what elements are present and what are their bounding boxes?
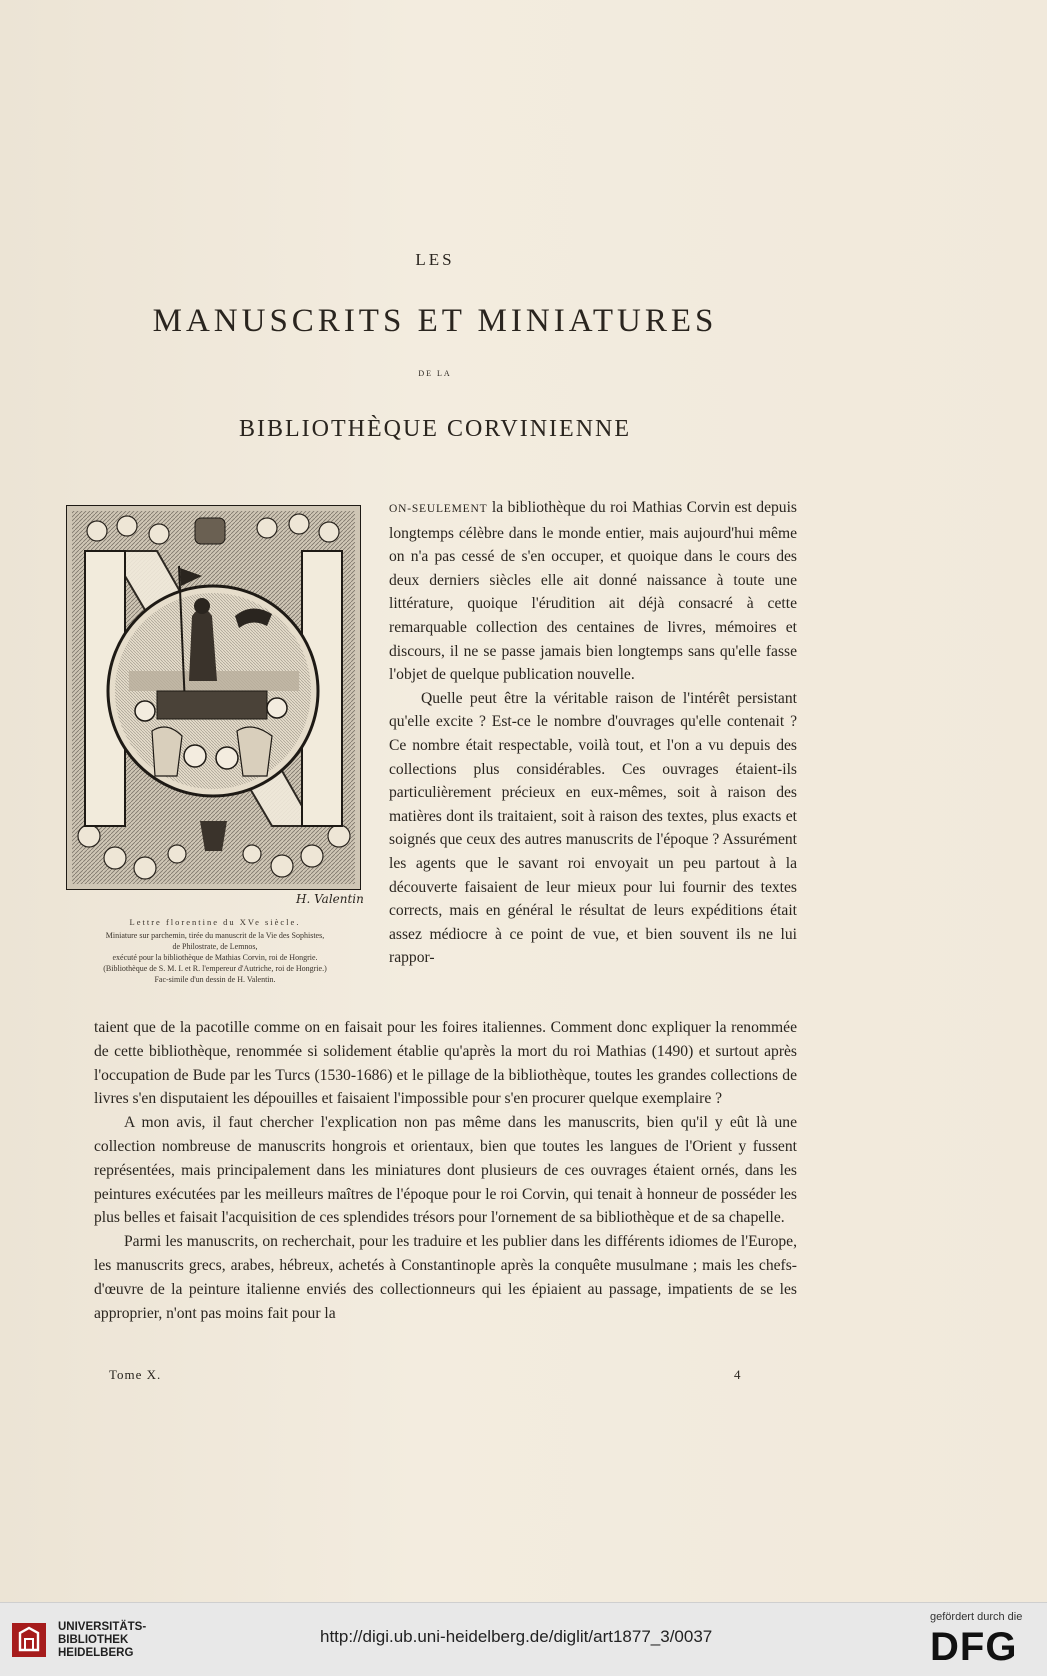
illuminated-letter-n-engraving xyxy=(66,505,361,890)
caption-line: (Bibliothèque de S. M. I. et R. l'empereur d'Autriche, roi de Hongrie.) xyxy=(103,964,327,973)
university-library-logo-icon xyxy=(12,1623,46,1657)
title-de-la: DE LA xyxy=(418,369,452,378)
dfg-logo[interactable]: DFG xyxy=(930,1625,1018,1669)
page-title: MANUSCRITS ET MINIATURES xyxy=(152,303,718,339)
page-subtitle: BIBLIOTHÈQUE CORVINIENNE xyxy=(238,416,632,442)
paragraph-2: Quelle peut être la véritable raison de l'intérêt persistant qu'elle excite ? Est-ce le nombre d'ouvrages qu'elle contenait ? Ce nombre était respectable, voilà tout, et l'on a vu depuis des collections plus considérables. Ces ouvrages étaient-ils particulièrement précieux en eux-mêmes, soit à raison des matières dont ils traitaient, soit à raison des textes, plus exacts et soignés que ceux des autres manuscrits de l'époque ? Assurément les agents que le savant roi envoyait un peu partout à la découverte faisaient de leur mieux pour lui fournir des textes corrects, mais en général le résultat de leurs expéditions était assez médiocre à ce point de vue, et bien souvent ils ne lui rappor- xyxy=(389,689,797,967)
paragraph-4: Parmi les manuscrits, on recherchait, pour les traduire et les publier dans les différents idiomes de l'Europe, les manuscrits grecs, arabes, hébreux, achetés à Constantinople après la conquête musulmane ; mais les chefs-d'œuvre de la peinture italienne enviés des collectionneurs qui les épiaient au passage, impatients de se les approprier, n'ont pas moins fait pour la xyxy=(94,1233,797,1322)
funded-by-label: gefördert durch die xyxy=(930,1611,1023,1623)
caption-line: Fac-simile d'un dessin de H. Valentin. xyxy=(154,975,276,984)
artist-signature: H. Valentin xyxy=(296,892,364,906)
institution-name[interactable]: UNIVERSITÄTS- BIBLIOTHEK HEIDELBERG xyxy=(58,1621,147,1659)
signature-mark: 4 xyxy=(734,1367,741,1382)
title-les: LES xyxy=(415,250,455,269)
body-column-text xyxy=(389,496,797,970)
body-full-width-text xyxy=(94,1016,797,1325)
dropcap-continuation: ON-SEULEMENT xyxy=(389,503,488,515)
volume-label: Tome X. xyxy=(109,1367,162,1382)
figure-caption xyxy=(60,917,370,985)
caption-line: de Philostrate, de Lemnos, xyxy=(172,942,258,951)
paragraph-2-continued: taient que de la pacotille comme on en faisait pour les foires italiennes. Comment donc expliquer la renommée de cette bibliothèque, renommée si solidement établie qu'après la mort du roi Mathias (1490) et surtout après l'occupation de Bude par les Turcs (1530-1686) et le pillage de la bibliothèque, toutes les grandes collections de livres s'en disputaient les dépouilles et faisaient l'impossible pour s'en procurer quelque exemplaire ? xyxy=(94,1019,797,1108)
caption-title: Lettre florentine du XVe siècle. xyxy=(129,917,301,927)
caption-line: exécuté pour la bibliothèque de Mathias Corvin, roi de Hongrie. xyxy=(112,953,318,962)
paragraph-1 xyxy=(389,496,797,687)
paragraph-1-text: la bibliothèque du roi Mathias Corvin est depuis longtemps célèbre dans le monde entier, mais aujourd'hui même on n'a pas cessé de s'en occuper, et quoique dans le cours des deux derniers siècles elle ait donné naissance à toute une littérature, quoique l'érudition ait déjà consacré à cette remarquable collection des centaines de livres, mémoires et discours, il ne se passe jamais bien longtemps sans qu'elle fasse l'objet de quelque publication nouvelle. xyxy=(389,499,797,684)
paragraph-3: A mon avis, il faut chercher l'explication non pas même dans les manuscrits, bien qu'il y eût là une collection nombreuse de manuscrits hongrois et orientaux, bien que toutes les langues de l'Orient y fussent représentées, mais principalement dans les miniatures dont plusieurs de ces ouvrages étaient ornés, dans les peintures exécutées par les meilleurs maîtres de l'époque pour le roi Corvin, qui tenait à honneur de posséder les plus belles et faisait l'acquisition de ces splendides trésors pour l'ornement de sa bibliothèque et de sa chapelle. xyxy=(94,1114,797,1227)
permalink-url[interactable]: http://digi.ub.uni-heidelberg.de/diglit/art1877_3/0037 xyxy=(320,1627,713,1646)
caption-line: Miniature sur parchemin, tirée du manuscrit de la Vie des Sophistes, xyxy=(105,931,325,940)
viewer-footer-bar xyxy=(0,1602,1047,1676)
